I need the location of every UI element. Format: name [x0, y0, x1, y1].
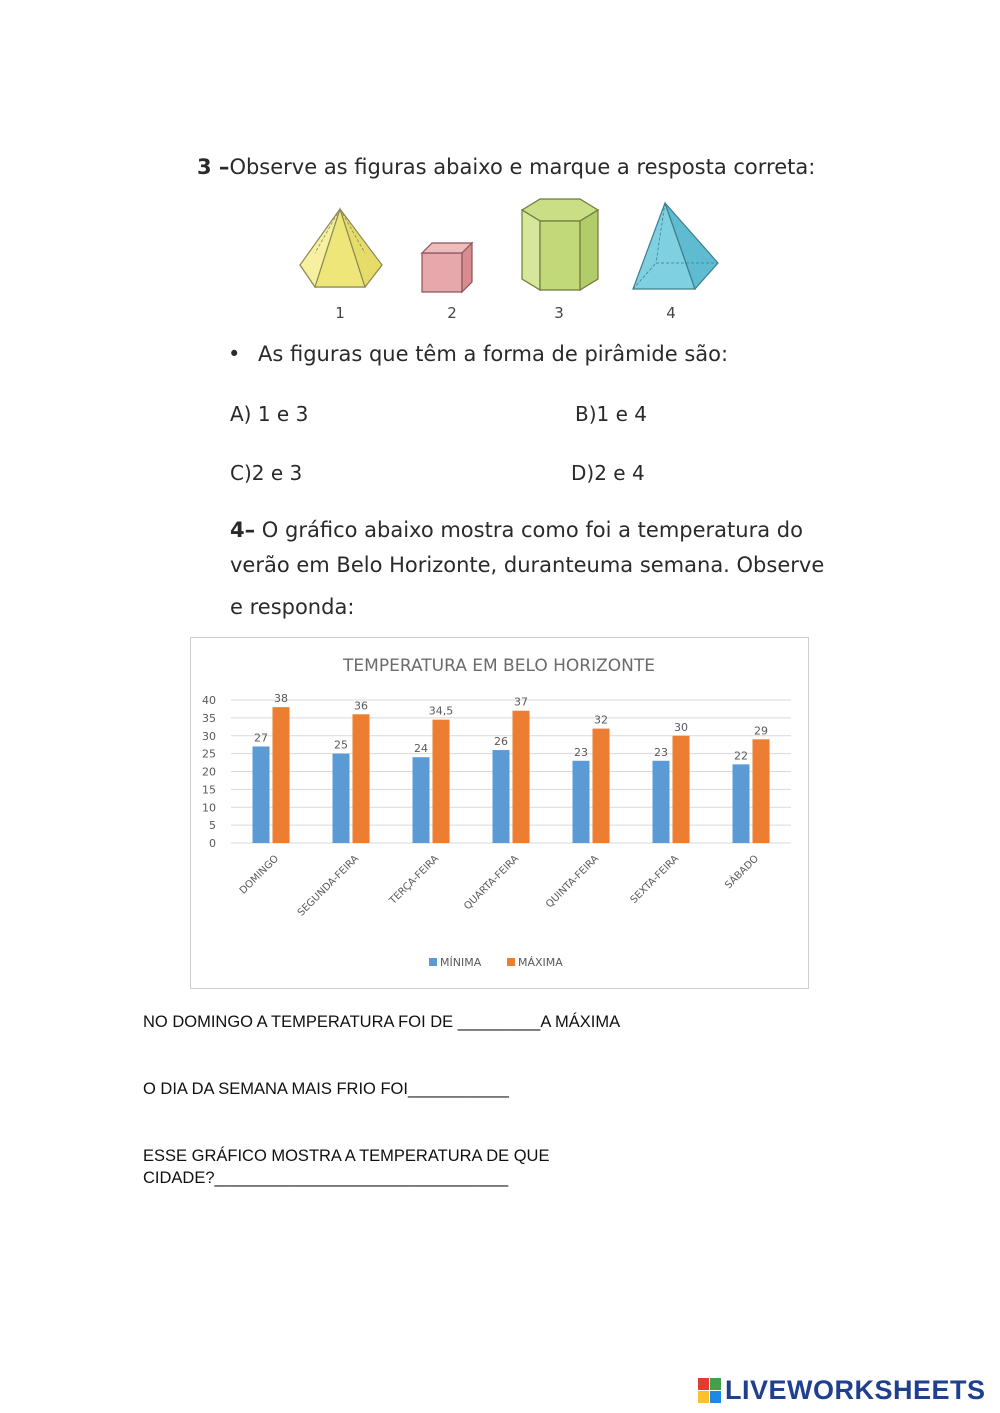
liveworksheets-logo[interactable] — [697, 1375, 986, 1406]
figure-label-2: 2 — [447, 304, 457, 322]
data-label: 24 — [414, 742, 428, 756]
bullet: • — [228, 342, 241, 366]
y-tick-label: 35 — [202, 711, 216, 725]
data-label: 23 — [574, 745, 588, 759]
fill-question-1[interactable]: NO DOMINGO A TEMPERATURA FOI DE _________A MÁXIMA — [143, 1013, 621, 1031]
data-label: 26 — [494, 735, 508, 749]
legend-label: MÁXIMA — [518, 956, 563, 969]
question-4-line-2: verão em Belo Horizonte, duranteuma semana. Observe — [230, 553, 825, 577]
option-b[interactable]: B)1 e 4 — [575, 402, 647, 426]
bar-minima — [413, 757, 430, 843]
figure-label-3: 3 — [554, 304, 564, 322]
liveworksheets-brand-text: LIVEWORKSHEETS — [725, 1375, 986, 1405]
option-a[interactable]: A) 1 e 3 — [230, 402, 309, 426]
bar-maxima — [353, 714, 370, 843]
liveworksheets-logo-icon — [697, 1376, 723, 1406]
legend-label: MÍNIMA — [440, 956, 482, 969]
question-3-statement-row — [228, 342, 728, 366]
question-3-statement: As figuras que têm a forma de pirâmide são: — [258, 342, 729, 366]
bar-minima — [733, 764, 750, 843]
geometric-figures — [290, 195, 730, 295]
y-tick-label: 25 — [202, 747, 216, 761]
bar-maxima — [433, 720, 450, 843]
data-label: 30 — [674, 720, 688, 734]
option-d[interactable]: D)2 e 4 — [571, 461, 645, 485]
fill-question-2[interactable]: O DIA DA SEMANA MAIS FRIO FOI___________ — [143, 1080, 509, 1098]
bar-minima — [573, 761, 590, 843]
y-tick-label: 30 — [202, 729, 216, 743]
data-label: 23 — [654, 745, 668, 759]
question-3-heading — [197, 155, 815, 179]
fill-question-3-line-1: ESSE GRÁFICO MOSTRA A TEMPERATURA DE QUE — [143, 1147, 550, 1165]
fill-question-3-line-2[interactable]: CIDADE?________________________________ — [143, 1169, 509, 1187]
question-4-number: 4– — [230, 518, 256, 542]
bar-maxima — [593, 729, 610, 843]
square-pyramid-icon — [633, 203, 718, 289]
option-c[interactable]: C)2 e 3 — [230, 461, 303, 485]
temperature-chart-svg — [191, 638, 808, 988]
bar-minima — [333, 754, 350, 843]
legend-swatch — [507, 958, 515, 966]
figure-label-1: 1 — [335, 304, 345, 322]
x-category-label: DOMINGO — [237, 853, 282, 897]
chart-title: TEMPERATURA EM BELO HORIZONTE — [343, 656, 655, 676]
data-label: 38 — [274, 692, 288, 706]
bar-maxima — [673, 736, 690, 843]
bar-minima — [253, 746, 270, 843]
figure-label-4: 4 — [666, 304, 676, 322]
y-tick-label: 20 — [202, 765, 216, 779]
y-tick-label: 0 — [209, 837, 216, 850]
bar-minima — [493, 750, 510, 843]
data-label: 25 — [334, 738, 348, 752]
legend-swatch — [429, 958, 437, 966]
bar-maxima — [273, 707, 290, 843]
y-tick-label: 40 — [202, 694, 216, 707]
question-3-prompt: Observe as figuras abaixo e marque a resposta correta: — [229, 155, 816, 179]
hexagonal-pyramid-icon — [300, 209, 382, 287]
data-label: 27 — [254, 731, 268, 745]
bar-minima — [653, 761, 670, 843]
question-3-number: 3 – — [197, 155, 230, 179]
y-tick-label: 10 — [202, 801, 216, 815]
question-4-line-1 — [230, 518, 803, 542]
x-category-label: SEXTA-FEIRA — [628, 853, 682, 906]
question-4-text-1: O gráfico abaixo mostra como foi a temperatura do — [255, 518, 803, 542]
x-category-label: QUINTA-FEIRA — [544, 853, 602, 911]
temperature-chart — [190, 637, 809, 989]
data-label: 36 — [354, 699, 368, 713]
y-tick-label: 5 — [209, 819, 216, 833]
bar-maxima — [753, 739, 770, 843]
x-category-label: SÁBADO — [723, 853, 762, 892]
data-label: 37 — [514, 695, 528, 709]
cube-icon — [422, 243, 472, 292]
data-label: 34,5 — [428, 704, 454, 718]
x-category-label: QUARTA-FEIRA — [462, 853, 522, 913]
data-label: 32 — [594, 713, 608, 727]
question-4-line-3: e responda: — [230, 595, 355, 619]
x-category-label: SEGUNDA-FEIRA — [295, 853, 362, 919]
hexagonal-prism-icon — [522, 199, 598, 290]
data-label: 29 — [754, 724, 768, 738]
bar-maxima — [513, 711, 530, 843]
y-tick-label: 15 — [202, 783, 216, 797]
x-category-label: TERÇA-FEIRA — [387, 853, 442, 907]
data-label: 22 — [734, 749, 748, 763]
